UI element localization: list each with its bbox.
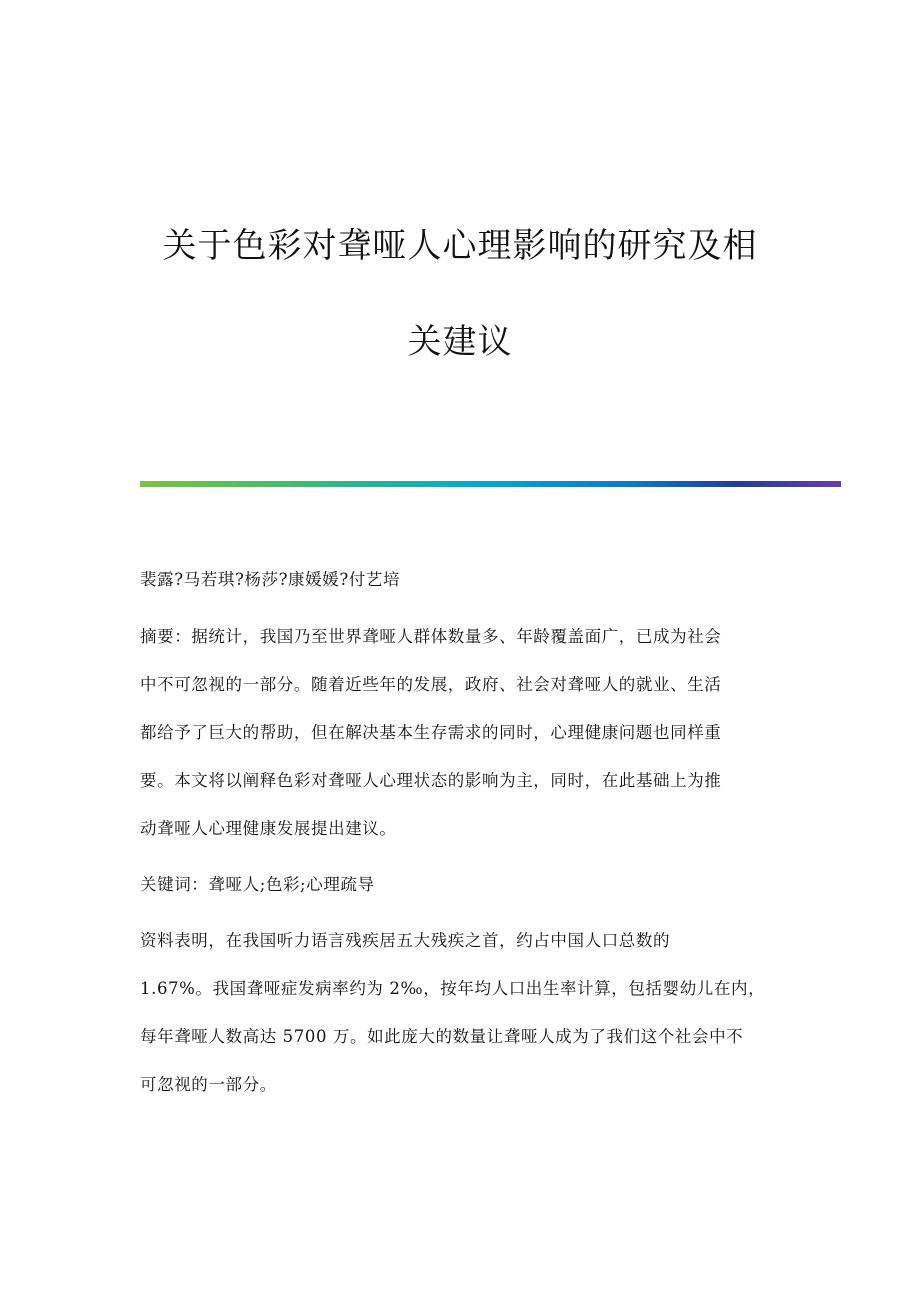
keywords-line: 关键词：聋哑人;色彩;心理疏导 [140,875,375,894]
body-paragraph-line: 资料表明，在我国听力语言残疾居五大残疾之首，约占中国人口总数的 [140,931,671,950]
body-paragraph-line: 每年聋哑人数高达 5700 万。如此庞大的数量让聋哑人成为了我们这个社会中不 [140,1027,744,1046]
abstract-line: 中不可忽视的一部分。随着近些年的发展，政府、社会对聋哑人的就业、生活 [140,675,722,694]
body-paragraph-line: 1.67%。我国聋哑症发病率约为 2‰，按年均人口出生率计算，包括婴幼儿在内， [140,979,766,998]
document-title-line-2: 关建议 [407,322,513,362]
abstract-line: 都给予了巨大的帮助，但在解决基本生存需求的同时，心理健康问题也同样重 [140,723,722,742]
document-title-line-1: 关于色彩对聋哑人心理影响的研究及相 [162,226,758,266]
body-paragraph-line: 可忽视的一部分。 [140,1075,277,1094]
gradient-divider [140,481,841,487]
author-line: 裴露?马若琪?杨莎?康媛媛?付艺培 [140,570,401,589]
abstract-line: 要。本文将以阐释色彩对聋哑人心理状态的影响为主，同时，在此基础上为推 [140,771,722,790]
abstract-line: 动聋哑人心理健康发展提出建议。 [140,819,397,838]
abstract-line: 摘要：据统计，我国乃至世界聋哑人群体数量多、年龄覆盖面广，已成为社会 [140,627,722,646]
